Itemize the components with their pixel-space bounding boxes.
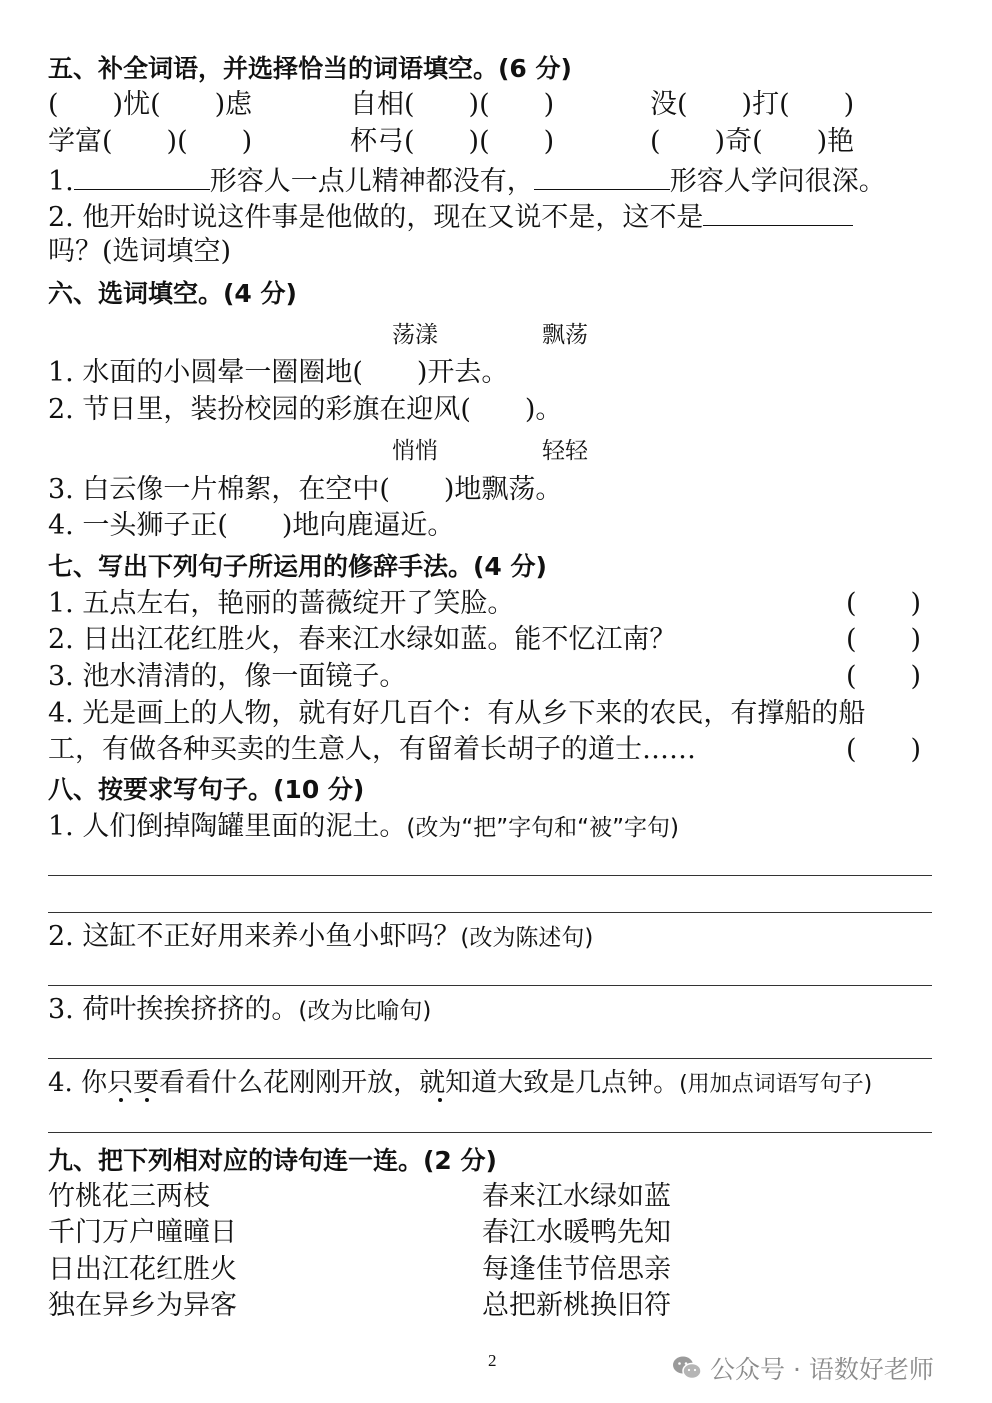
s7-question-4: 4. 光是画上的人物，就有好几百个：有从乡下来的农民，有撑船的船 [48,698,866,729]
word-option: 轻轻 [542,438,588,464]
s7-question-3: 3. 池水清清的，像一面镜子。 [48,661,407,692]
wechat-icon [672,1355,702,1381]
section-8-title: 八、按要求写句子。(10 分) [48,775,365,804]
section-7-title: 七、写出下列句子所运用的修辞手法。(4 分) [48,552,547,581]
s8-question-4 [48,1066,872,1102]
watermark-text: 公众号 · 语数好老师 [710,1355,934,1384]
fill-blank[interactable] [74,163,210,190]
s5-question-1 [48,163,886,199]
s8-q4-hint: (用加点词语写句子) [679,1072,873,1097]
answer-line[interactable] [48,1058,932,1059]
section-6-title: 六、选词填空。(4 分) [48,279,297,308]
word-blank-1: ( )忧( )虑 [48,89,253,120]
answer-paren[interactable]: ( ) [846,624,922,655]
word-option: 荡漾 [392,322,438,348]
s6-question-2: 2. 节日里，装扮校园的彩旗在迎风( )。 [48,394,563,425]
s8-q4-text: 4. 你只要看看什么花刚刚开放，就知道大致是几点钟。 [48,1068,680,1098]
word-blank-2: 自相( )( ) [350,89,555,120]
answer-paren[interactable]: ( ) [846,661,922,692]
word-blank-6: ( )奇( )艳 [650,126,855,157]
s5-q2-end: 吗？ [48,236,102,267]
s8-q3-hint: (改为比喻句) [298,998,432,1024]
word-blank-3: 没( )打( ) [650,89,855,120]
answer-line[interactable] [48,875,932,876]
s5-q2-text: 2. 他开始时说这件事是他做的，现在又说不是，这不是 [48,202,704,233]
poem-right[interactable]: 春来江水绿如蓝 [482,1181,671,1212]
s8-q1-hint: (改为“把”字句和“被”字句) [406,815,679,841]
answer-paren[interactable]: ( ) [846,734,922,765]
s8-q3-text: 3. 荷叶挨挨挤挤的。 [48,994,299,1025]
poem-left[interactable]: 竹桃花三两枝 [48,1181,210,1212]
poem-right[interactable]: 总把新桃换旧符 [482,1290,671,1321]
s6-question-1: 1. 水面的小圆晕一圈圈地( )开去。 [48,357,509,388]
poem-left[interactable]: 千门万户曈曈日 [48,1217,237,1248]
emphasis-dot [438,1098,442,1102]
emphasis-dot [145,1098,149,1102]
s5-q2-hint: (选词填空) [102,236,232,267]
s7-question-1: 1. 五点左右，艳丽的蔷薇绽开了笑脸。 [48,588,515,619]
s8-q2-text: 2. 这缸不正好用来养小鱼小虾吗？ [48,921,461,952]
s8-question-2 [48,920,593,955]
answer-line[interactable] [48,1132,932,1133]
answer-paren[interactable]: ( ) [846,588,922,619]
poem-right[interactable]: 春江水暖鸭先知 [482,1217,671,1248]
s5-question-2-cont [48,235,231,269]
poem-left[interactable]: 独在异乡为异客 [48,1290,237,1321]
s7-question-4-cont: 工，有做各种买卖的生意人，有留着长胡子的道士…… [48,734,696,765]
s6-question-4: 4. 一头狮子正( )地向鹿逼近。 [48,510,455,541]
answer-line[interactable] [48,912,932,913]
fill-blank[interactable] [534,163,670,190]
s8-question-3 [48,993,431,1028]
s5-q1-end: 形容人学问很深。 [669,166,886,197]
word-option: 飘荡 [542,322,588,348]
s5-q1-mid: 形容人一点儿精神都没有， [209,166,534,197]
section-9-title: 九、把下列相对应的诗句连一连。(2 分) [48,1146,497,1175]
s7-question-2: 2. 日出江花红胜火，春来江水绿如蓝。能不忆江南？ [48,624,677,655]
s8-question-1 [48,810,679,845]
watermark [672,1350,934,1386]
word-blank-4: 学富( )( ) [48,126,253,157]
word-blank-5: 杯弓( )( ) [350,126,555,157]
section-5-title: 五、补全词语，并选择恰当的词语填空。(6 分) [48,54,572,83]
fill-blank[interactable] [703,199,853,226]
answer-line[interactable] [48,985,932,986]
emphasis-dot [119,1098,123,1102]
s8-q2-hint: (改为陈述句) [460,925,594,951]
s8-q1-text: 1. 人们倒掉陶罐里面的泥土。 [48,811,407,842]
page-number: 2 [488,1351,497,1370]
word-option: 悄悄 [392,438,438,464]
s6-question-3: 3. 白云像一片棉絮，在空中( )地飘荡。 [48,474,563,505]
s5-q1-number: 1. [48,166,74,197]
s5-question-2 [48,199,853,235]
poem-right[interactable]: 每逢佳节倍思亲 [482,1254,671,1285]
poem-left[interactable]: 日出江花红胜火 [48,1254,237,1285]
